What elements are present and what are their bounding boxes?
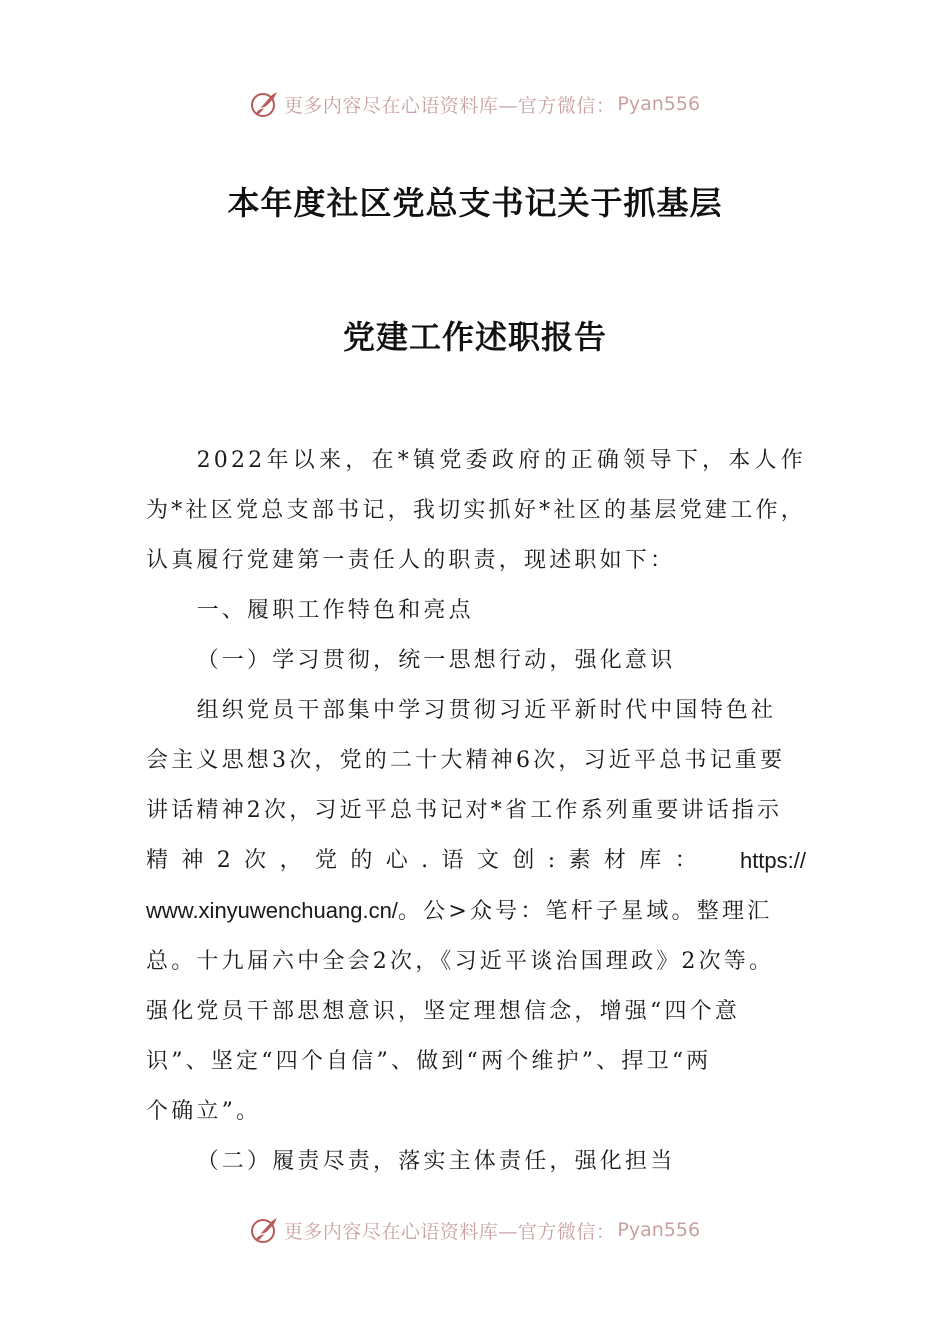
watermark-wechat-id: Pyan556 <box>617 93 701 115</box>
url-text: www.xinyuwenchuang.cn/ <box>146 898 398 923</box>
watermark-wechat-id: Pyan556 <box>617 1219 701 1241</box>
paragraph-line: 讲话精神2次，习近平总书记对*省工作系列重要讲话指示 <box>146 798 783 823</box>
section-heading-1: 一、履职工作特色和亮点 <box>196 598 474 623</box>
document-body <box>146 436 806 1187</box>
watermark-text: 更多内容尽在心语资料库—官方微信： <box>283 1220 616 1243</box>
paragraph-line: 总。十九届六中全会2次，《习近平谈治国理政》2次等。 <box>146 949 775 974</box>
quill-pen-icon <box>250 1215 280 1245</box>
intro-paragraph: 2022年以来，在*镇党委政府的正确领导下，本人作为*社区党总支部书记，我切实抓好*社区的基层党建工作，认真履行党建第一责任人的职责，现述职如下： <box>146 448 806 573</box>
subsection-heading-2: （二）履责尽责，落实主体责任，强化担当 <box>196 1149 676 1174</box>
paragraph-line-text: 。公>众号：笔杆子星域。整理汇 <box>397 899 773 924</box>
paragraph-line: 个确立”。 <box>146 1099 262 1124</box>
paragraph-line: 会主义思想3次，党的二十大精神6次，习近平总书记重要 <box>146 748 786 773</box>
paragraph-line: 识”、坚定“四个自信”、做到“两个维护”、捍卫“两 <box>146 1049 712 1074</box>
watermark-header <box>0 84 950 124</box>
paragraph-line <box>146 886 806 937</box>
document-title-line-2: 党建工作述职报告 <box>342 318 607 356</box>
subsection-heading-1: （一）学习贯彻，统一思想行动，强化意识 <box>196 648 676 673</box>
document-title-line-1: 本年度社区党总支书记关于抓基层 <box>227 184 723 222</box>
watermark-footer <box>0 1210 950 1250</box>
url-text: https:// <box>739 848 806 873</box>
paragraph-line: 强化党员干部思想意识，坚定理想信念，增强“四个意 <box>146 999 741 1024</box>
subsection-1-paragraph <box>146 686 806 1137</box>
paragraph-line-text: 精 神 2 次 ， 党 的 心 . 语 文 创 : 素 材 库 ： <box>146 848 700 873</box>
paragraph-line <box>146 836 806 886</box>
quill-pen-icon <box>250 89 280 119</box>
paragraph-line: 组织党员干部集中学习贯彻习近平新时代中国特色社 <box>196 698 777 723</box>
watermark-text: 更多内容尽在心语资料库—官方微信： <box>283 94 616 117</box>
